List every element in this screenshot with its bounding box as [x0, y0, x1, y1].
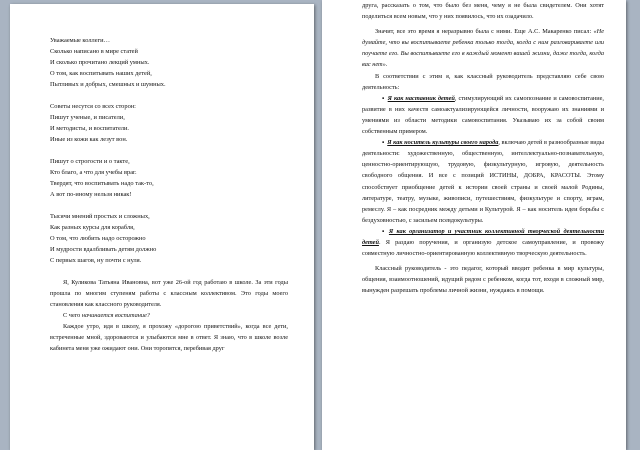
poem-line: О том, что любить надо осторожно: [50, 234, 146, 242]
makarenko-quote: «Не думайте, что вы воспитываете ребенка только тогда, когда с ним разговариваете или поучаете его. Вы воспитываете его в каждый момент вашей жизни, даже тогда, когда вас нет».: [362, 28, 604, 69]
poem-stanza-2: [50, 101, 288, 145]
bullet-item-mentor: [362, 93, 604, 137]
poem-line: Пишут ученые, и писатели,: [50, 114, 125, 122]
bullet-text: , стимулирующий их самопознание и самовоспитание, развитие в них качеств самоактуализирующейся личности, вооружаю их знаниями и умениями из области методики самовоспитания. Указываю их за собой своим собственным примером.: [362, 94, 605, 136]
bullet-text: , включаю детей в разнообразные виды деятельности: художественную, общественную, интеллектуально-познавательную, ценностно-ориентирующую, трудовую, физкультурную, игровую, деятельность свободного общения. И все с позиций ИСТИНЫ, ДОБРА, КРАСОТЫ. Этому способствует приобщение детей к истории своей страны и своей малой Родины, литературе, театру, музыке, живописи, путешествиям, физкультуре и спорту, играм, ремеслу. Я – как посредник между детьми и Культурой. Я – как носитель идеи борьбы с бездуховностью, с засильем псевдокультуры.: [362, 139, 605, 224]
poem-line: Пишут о строгости и о такте,: [50, 157, 130, 165]
bullet-title: Я как наставник детей: [387, 94, 455, 102]
square-bullet-icon: ▪: [382, 227, 386, 235]
bullet-text: . Я раздаю поручения, и организую детское самоуправление, и провожу совместную личностно-ориентированную коллективную творческую деятельность.: [362, 238, 604, 258]
poem-line: Уважаемые коллеги…: [50, 37, 110, 44]
poem-line: И методисты, и воспитатели.: [50, 125, 130, 133]
poem-line: Кто благо, а что для учебы враг.: [50, 168, 137, 176]
poem-line: Сколько написано в мире статей: [50, 48, 138, 56]
poem-line: Пытливых и добрых, смешных и шумных.: [50, 81, 166, 89]
quote-prefix: Значит, все это время я неразрывно была с ними. Еще А.С. Макаренко писал:: [375, 28, 594, 36]
quote-paragraph: [362, 26, 604, 70]
bullet-item-culture: [362, 137, 604, 226]
question-paragraph: [50, 310, 288, 321]
poem-stanza-4: [50, 211, 288, 266]
final-paragraph: Классный руководитель - это педагог, который вводит ребенка в мир культуры, общения, взаимоотношений, идущий рядом с ребенком, когда тот, входя в сложный мир, вынужден разрешать проблемы личной жизни, нуждаясь в помощи.: [362, 265, 604, 295]
poem-line: И мудрости вдалбливать детям должно: [50, 246, 157, 253]
poem-stanza-1: [50, 35, 288, 90]
poem-line: Тысячи мнений простых и сложных,: [50, 212, 150, 220]
poem-line: С первых шагов, ну почти с нуля.: [50, 257, 142, 265]
intro-paragraph: Я, Куликова Татьяна Ивановна, вот уже 26-ой год работаю в школе. За эти годы прошла по многим ступеням работы с классным коллективом. Это годы моего становления как классного руководителя.: [50, 278, 288, 308]
square-bullet-icon: ▪: [382, 139, 385, 147]
poem-line: И сколько прочитано лекций умных.: [50, 59, 150, 67]
poem-line: О том, как воспитывать наших детей,: [50, 70, 152, 78]
document-page-left: [10, 4, 314, 450]
bullet-title: Я как носитель культуры своего народа: [387, 139, 499, 147]
question-italic: начинается воспитание?: [81, 311, 150, 319]
continuation-paragraph: друга, рассказать о том, что было без меня, чему я не была свидетелем. Они хотят поделиться всем новым, что у них появилось, что их озадачило.: [362, 2, 604, 21]
question-prefix: С чего: [63, 311, 82, 319]
poem-stanza-3: [50, 156, 288, 200]
bullet-item-organizer: [362, 226, 604, 259]
bullet-title: Я как организатор и участник коллективной творческой деятельности детей: [362, 227, 605, 246]
role-intro-paragraph: В соответствии с этим я, как классный руководитель представляю себе свою деятельность:: [362, 72, 604, 91]
poem-line: Иные из кожи как лезут вон.: [50, 136, 128, 144]
square-bullet-icon: ▪: [382, 94, 385, 102]
document-page-right: [322, 0, 626, 450]
poem-line: Как разных курсы для корабля,: [50, 223, 135, 231]
poem-line: А вот по-иному нельзя никак!: [50, 191, 132, 199]
poem-line: Твердят, что воспитывать надо так-то,: [50, 180, 154, 188]
daily-paragraph: Каждое утро, идя в школу, я прохожу «дорогою приветствий», когда все дети, встреченные мной, здороваются и улыбаются мне в ответ. Я знаю, что в школе возле кабинета меня уже ожидают они. Они торопятся, перебивая друг: [50, 323, 288, 353]
poem-line: Советы несутся со всех сторон:: [50, 102, 136, 110]
